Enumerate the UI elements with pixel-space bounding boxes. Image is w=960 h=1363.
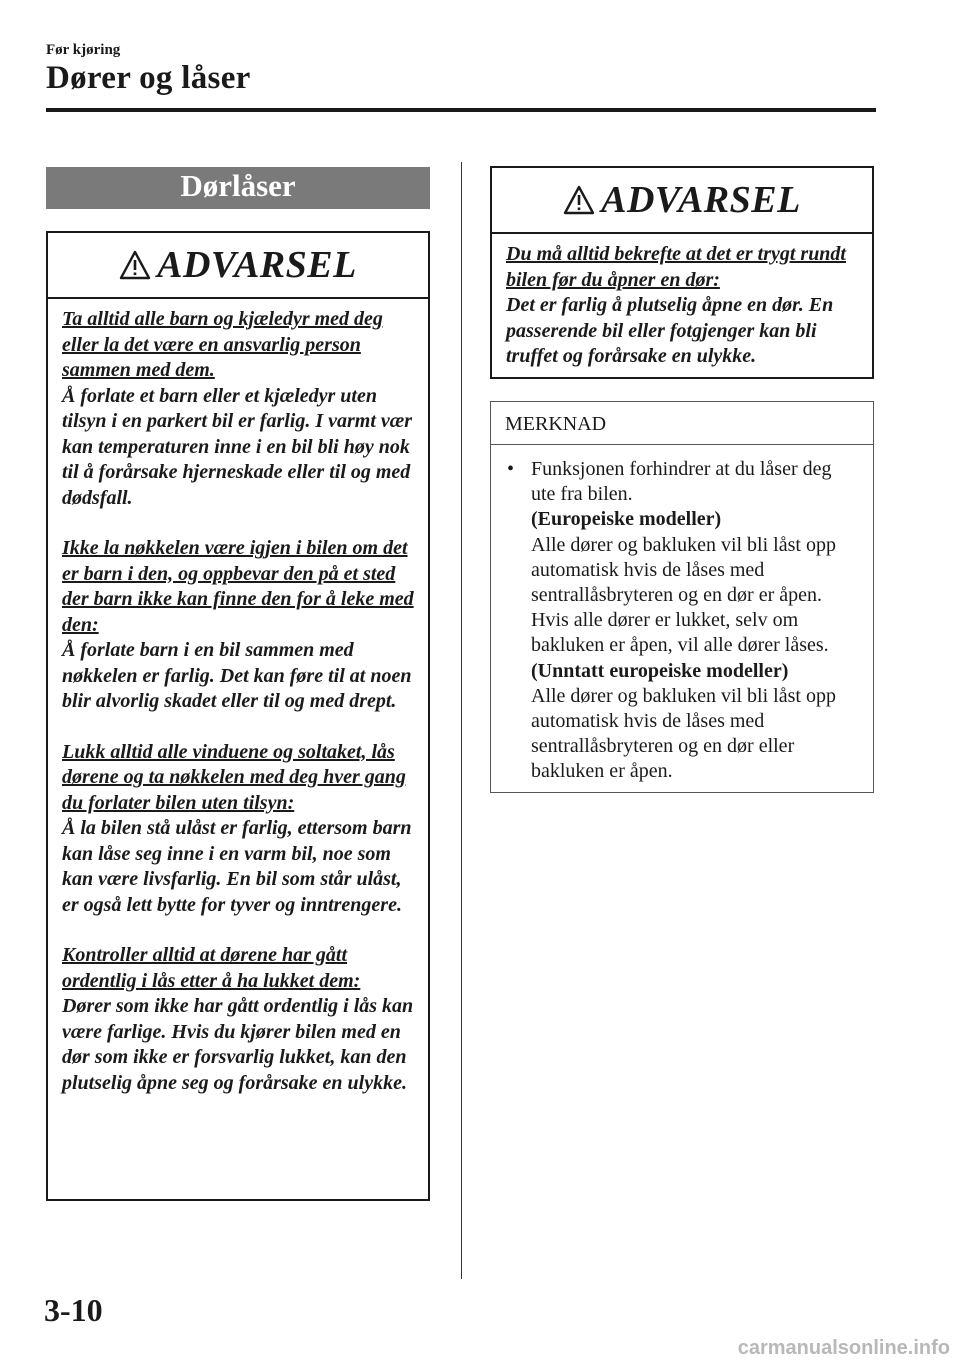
warning-text: Å la bilen stå ulåst er farlig, ettersom barn kan låse seg inne i en varm bil, noe som kan være livsfarlig. En bil som står ulåst, er også lett bytte for tyver og inntrengere. [62, 817, 412, 916]
warning-box-left [46, 231, 430, 1201]
warning-heading: Du må alltid bekrefte at det er trygt rundt bilen før du åpner en dør: [506, 243, 846, 291]
warning-heading: Kontroller alltid at dørene har gått ordentlig i lås etter å ha lukket dem: [62, 944, 361, 992]
note-intro: Funksjonen forhindrer at du låser deg ute fra bilen. [531, 458, 832, 506]
warning-triangle-icon [563, 185, 595, 215]
bullet-icon: • [507, 458, 515, 480]
note-label: MERKNAD [491, 402, 873, 445]
watermark: carmanualsonline.info [737, 1337, 950, 1359]
warning-header [48, 233, 428, 299]
warning-block [62, 536, 416, 715]
warning-heading: Ikke la nøkkelen være igjen i bilen om det er barn i den, og oppbevar den på et sted der barn ikke kan finne den for å leke med den: [62, 537, 414, 636]
warning-box-right [490, 166, 874, 379]
note-box [490, 401, 874, 793]
note-content [531, 457, 859, 785]
note-item [491, 445, 873, 785]
warning-text: Dører som ikke har gått ordentlig i lås kan være farlige. Hvis du kjører bilen med en dør som ikke er forsvarlig lukket, kan den plutselig åpne seg og forårsake en ulykke. [62, 995, 414, 1094]
header-rule [46, 108, 876, 112]
warning-heading: Ta alltid alle barn og kjæledyr med deg eller la det være en ansvarlig person sammen med dem. [62, 308, 383, 381]
note-other-text: Alle dører og bakluken vil bli låst opp automatisk hvis de låses med sentrallåsbryteren og en dør eller bakluken er åpen. [531, 684, 836, 783]
warning-text: Å forlate barn i en bil sammen med nøkkelen er farlig. Det kan føre til at noen blir alvorlig skadet eller til og med drept. [62, 639, 412, 712]
warning-block [62, 943, 416, 1096]
warning-heading: Lukk alltid alle vinduene og soltaket, lås dørene og ta nøkkelen med deg hver gang du forlater bilen uten tilsyn: [62, 740, 406, 814]
warning-text: Det er farlig å plutselig åpne en dør. En passerende bil eller fotgjenger kan bli truffet og forårsake en ulykke. [506, 294, 834, 367]
warning-header [492, 168, 872, 234]
note-other-heading: (Unntatt europeiske modeller) [531, 659, 789, 682]
note-europe-heading: (Europeiske modeller) [531, 508, 722, 531]
warning-block [62, 307, 416, 511]
warning-text: Å forlate et barn eller et kjæledyr uten tilsyn i en parkert bil er farlig. I varmt vær kan temperaturen inne i en bil bli høy nok til å forårsake hjerneskade eller til og med dødsfall. [62, 384, 412, 509]
warning-triangle-icon [119, 250, 151, 280]
page-title: Dører og låser [46, 60, 251, 96]
note-europe-text: Alle dører og bakluken vil bli låst opp automatisk hvis de låses med sentrallåsbryteren og en dør er åpen. Hvis alle dører er lukket, selv om bakluken er åpen, vil alle dører låses. [531, 533, 836, 657]
warning-body [492, 234, 872, 380]
warning-label: ADVARSEL [157, 244, 357, 286]
section-title: Dørlåser [46, 167, 430, 209]
warning-block [62, 740, 416, 919]
chapter-label: Før kjøring [46, 42, 121, 58]
warning-body [48, 299, 428, 1106]
page-number: 3-10 [44, 1292, 103, 1328]
warning-label: ADVARSEL [601, 179, 801, 221]
column-divider [461, 162, 462, 1279]
warning-block [506, 242, 860, 370]
